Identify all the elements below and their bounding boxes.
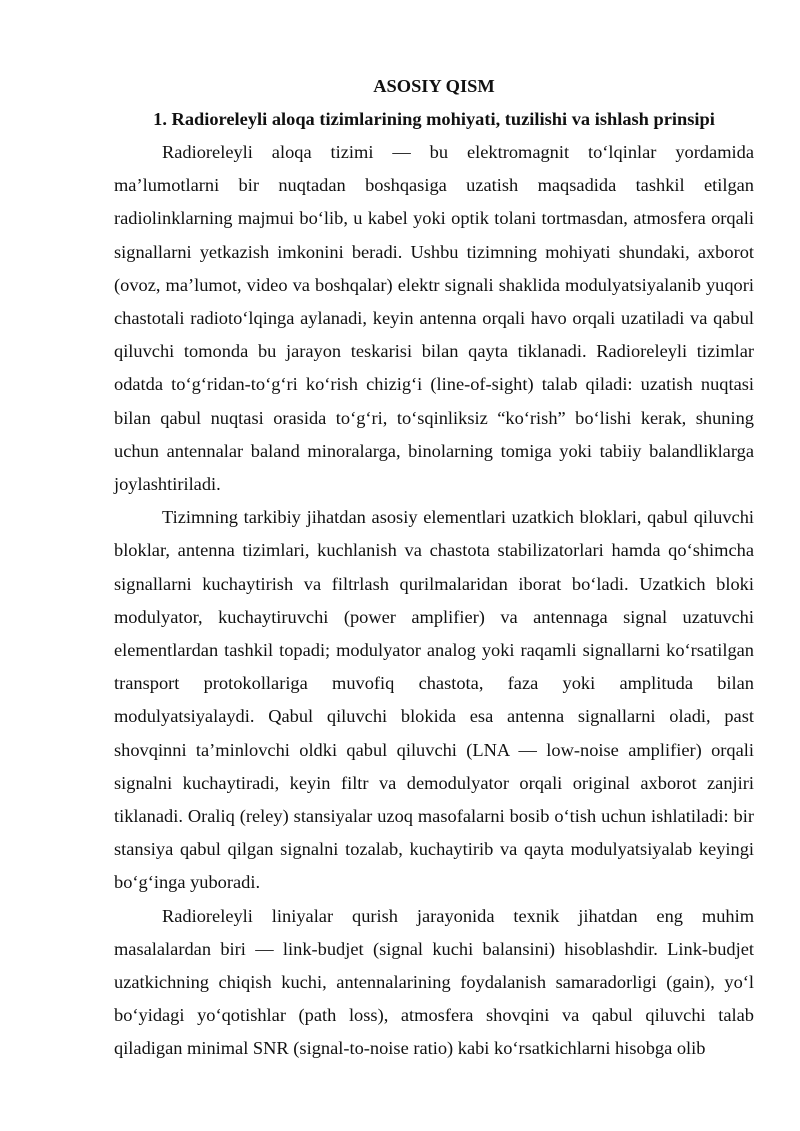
document-page — [114, 70, 754, 1066]
section-title: ASOSIY QISM — [373, 76, 495, 96]
subsection-title: 1. Radioreleyli aloqa tizimlarining mohiyati, tuzilishi va ishlash prinsipi — [153, 109, 715, 129]
paragraph-2: Tizimning tarkibiy jihatdan asosiy elementlari uzatkich bloklari, qabul qiluvchi bloklar, antenna tizimlari, kuchlanish va chastota stabilizatorlari hamda qo‘shimcha signallarni kuchaytirish va filtrlash qurilmalaridan iborat bo‘ladi. Uzatkich bloki modulyator, kuchaytiruvchi (power amplifier) va antennaga signal uzatuvchi elementlardan tashkil topadi; modulyator analog yoki raqamli signallarni ko‘rsatilgan transport protokollariga muvofiq chastota, faza yoki amplituda bilan modulyatsiyalaydi. Qabul qiluvchi blokida esa antenna signallarni oladi, past shovqinni ta’minlovchi oldki qabul qiluvchi (LNA — low-noise amplifier) orqali signalni kuchaytiradi, keyin filtr va demodulyator orqali original axborot zanjiri tiklanadi. Oraliq (reley) stansiyalar uzoq masofalarni bosib o‘tish uchun ishlatiladi: bir stansiya qabul qilgan signalni tozalab, kuchaytirib va qayta modulyatsiyalab keyingi bo‘g‘inga yuboradi. — [114, 507, 754, 893]
paragraph-1: Radioreleyli aloqa tizimi — bu elektromagnit to‘lqinlar yordamida ma’lumotlarni bir nuqtadan boshqasiga uzatish maqsadida tashkil etilgan radiolinklarning majmui bo‘lib, u kabel yoki optik tolani tortmasdan, atmosfera orqali signallarni yetkazish imkonini beradi. Ushbu tizimning mohiyati shundaki, axborot (ovoz, ma’lumot, video va boshqalar) elektr signali shaklida modulyatsiyalanib yuqori chastotali radioto‘lqinga aylanadi, keyin antenna orqali havo orqali uzatiladi va qabul qiluvchi tomonda bu jarayon teskarisi bilan qayta tiklanadi. Radioreleyli tizimlar odatda to‘g‘ridan-to‘g‘ri ko‘rish chizig‘i (line-of-sight) talab qiladi: uzatish nuqtasi bilan qabul nuqtasi orasida to‘g‘ri, to‘sqinliksiz “ko‘rish” bo‘lishi kerak, shuning uchun antennalar baland minoralarga, binolarning tomiga yoki tabiiy balandliklarga joylashtiriladi. — [114, 142, 754, 495]
paragraph-3: Radioreleyli liniyalar qurish jarayonida texnik jihatdan eng muhim masalalardan biri — link-budjet (signal kuchi balansini) hisoblashdir. Link-budjet uzatkichning chiqish kuchi, antennalarining foydalanish samaradorligi (gain), yo‘l bo‘yidagi yo‘qotishlar (path loss), atmosfera shovqini va qabul qiluvchi talab qiladigan minimal SNR (signal-to-noise ratio) kabi ko‘rsatkichlarni hisobga olib — [114, 905, 754, 1059]
